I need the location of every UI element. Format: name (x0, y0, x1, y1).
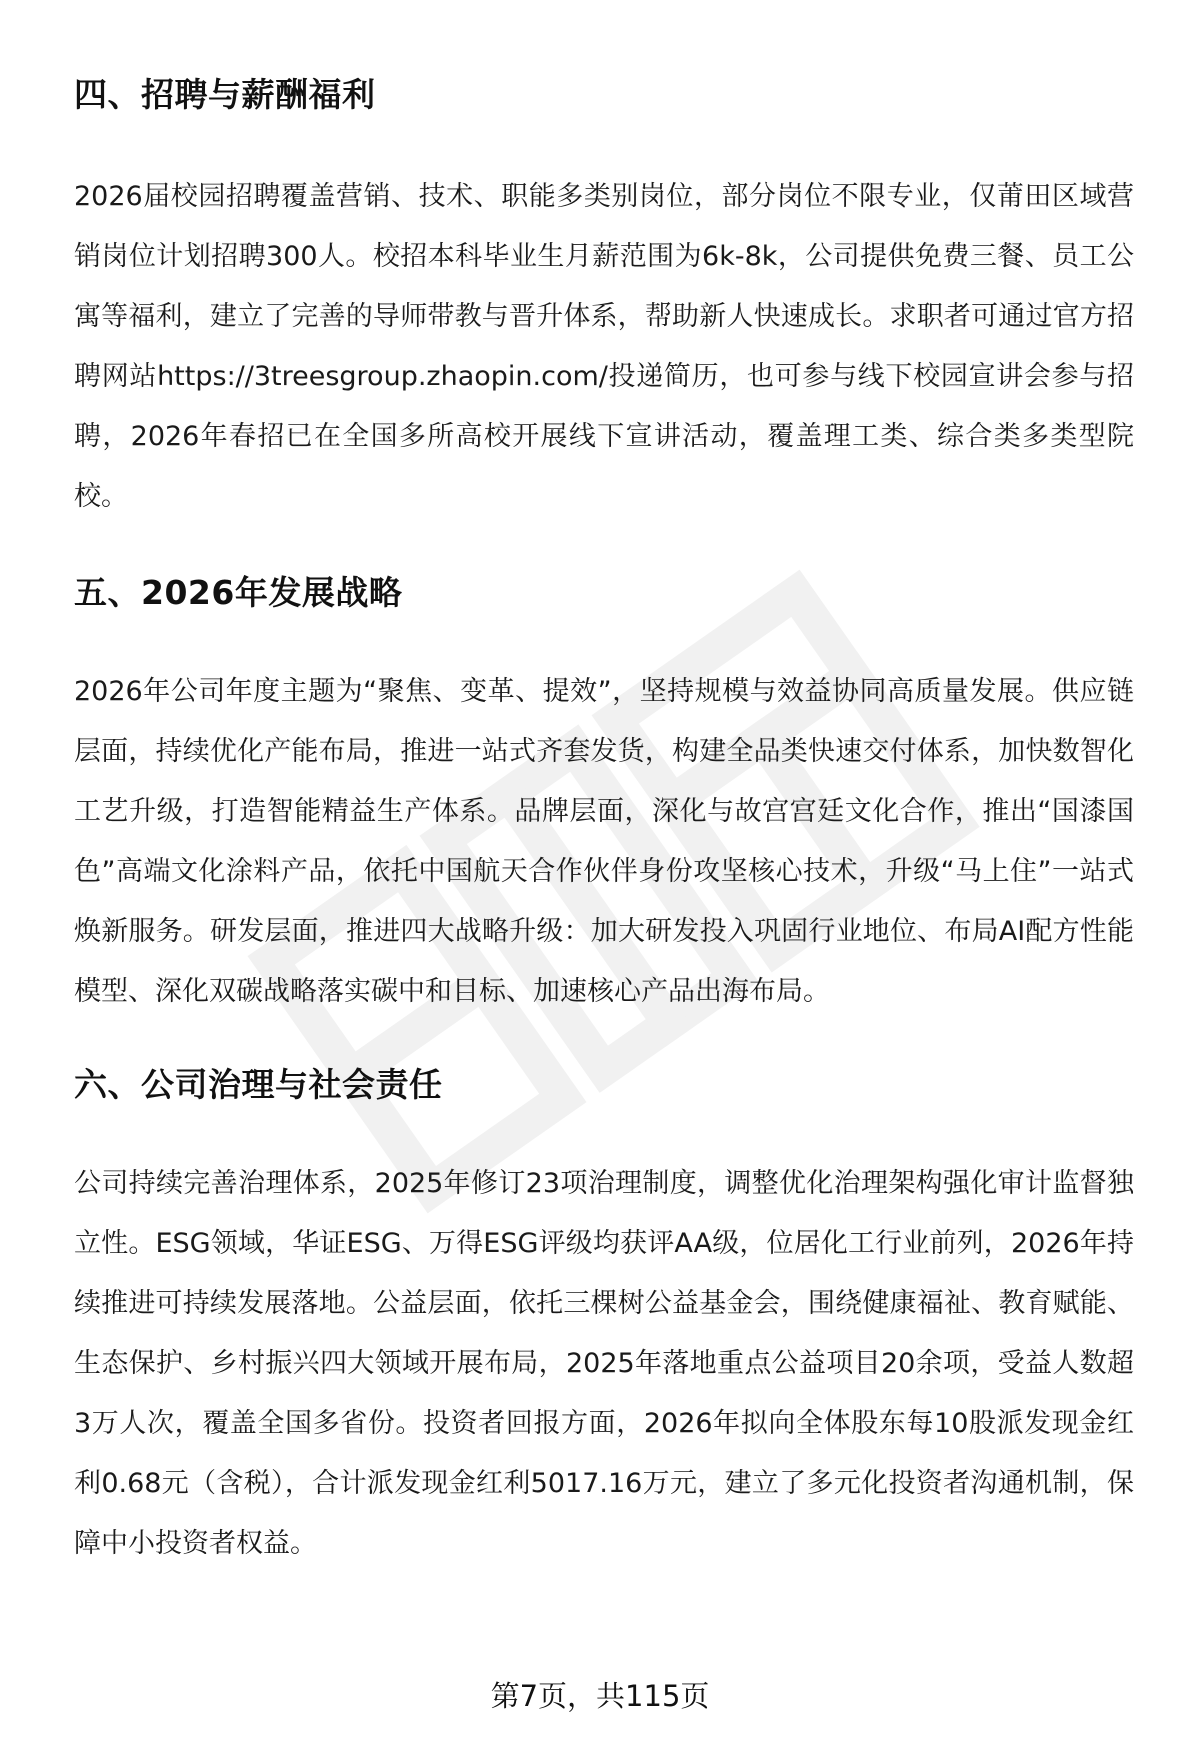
page-number-footer: 第7页，共115页 (490, 1679, 710, 1713)
section-body-strategy: 2026年公司年度主题为“聚焦、变革、提效”，坚持规模与效益协同高质量发展。供应链层面，持续优化产能布局，推进一站式齐套发货，构建全品类快速交付体系，加快数智化工艺升级，打造智能精益生产体系。品牌层面，深化与故宫宫廷文化合作，推出“国漆国色”高端文化涂料产品，依托中国航天合作伙伴身份攻坚核心技术，升级“马上住”一站式焕新服务。研发层面，推进四大战略升级：加大研发投入巩固行业地位、布局AI配方性能模型、深化双碳战略落实碳中和目标、加速核心产品出海布局。 (74, 676, 1134, 1007)
section-heading-recruitment: 四、招聘与薪酬福利 (74, 75, 376, 114)
section-body-governance: 公司持续完善治理体系，2025年修订23项治理制度，调整优化治理架构强化审计监督独立性。ESG领域，华证ESG、万得ESG评级均获评AA级，位居化工行业前列，2026年持续推进可持续发展落地。公益层面，依托三棵树公益基金会，围绕健康福祉、教育赋能、生态保护、乡村振兴四大领域开展布局，2025年落地重点公益项目20余项，受益人数超3万人次，覆盖全国多省份。投资者回报方面，2026年拟向全体股东每10股派发现金红利0.68元（含税），合计派发现金红利5017.16万元，建立了多元化投资者沟通机制，保障中小投资者权益。 (74, 1168, 1134, 1559)
section-body-recruitment: 2026届校园招聘覆盖营销、技术、职能多类别岗位，部分岗位不限专业，仅莆田区域营销岗位计划招聘300人。校招本科毕业生月薪范围为6k-8k，公司提供免费三餐、员工公寓等福利，建立了完善的导师带教与晋升体系，帮助新人快速成长。求职者可通过官方招聘网站https://3treesgroup.zhaopin.com/投递简历，也可参与线下校园宣讲会参与招聘，2026年春招已在全国多所高校开展线下宣讲活动，覆盖理工类、综合类多类型院校。 (74, 181, 1134, 512)
section-heading-governance: 六、公司治理与社会责任 (74, 1065, 443, 1104)
document-content (74, 60, 1134, 1574)
section-heading-strategy: 五、2026年发展战略 (74, 573, 403, 612)
